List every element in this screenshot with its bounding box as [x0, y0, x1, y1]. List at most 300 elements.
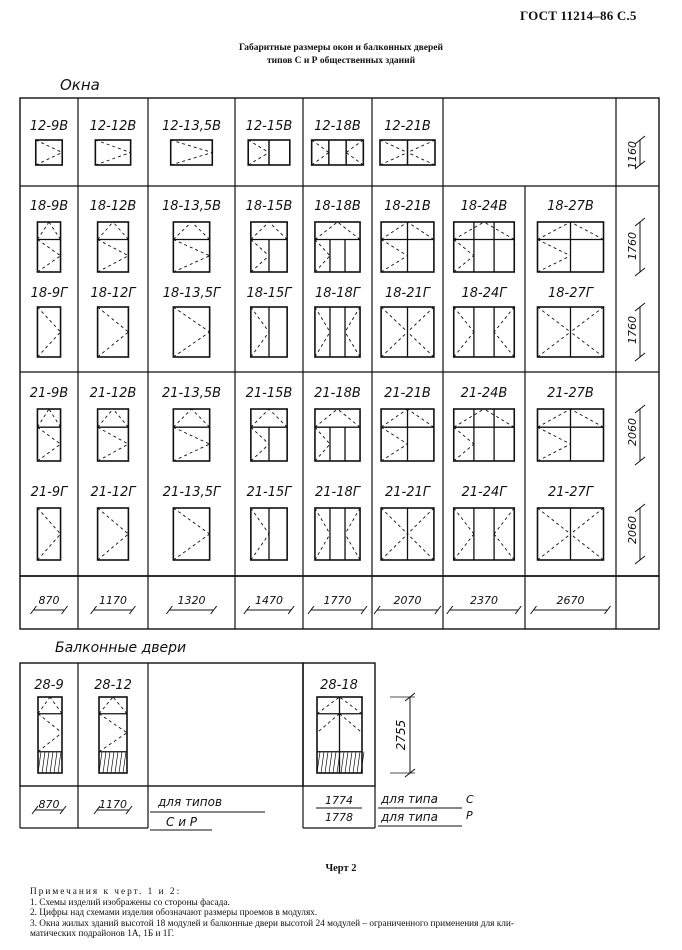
opening-line: [338, 222, 361, 240]
opening-line: [571, 534, 604, 560]
opening-line: [251, 240, 269, 256]
width-dimension: [308, 594, 367, 614]
hatch-line: [58, 752, 61, 773]
door-label: 28-12: [94, 678, 132, 693]
opening-line: [408, 153, 436, 166]
window-label: 18-24В: [460, 199, 508, 214]
hatch-line: [329, 752, 332, 773]
hatch-line: [357, 752, 360, 773]
window-label: 12-9В: [29, 119, 69, 134]
opening-line: [98, 409, 113, 427]
hatch-line: [321, 752, 324, 773]
window-frame: [98, 307, 129, 357]
opening-line: [49, 409, 61, 427]
window-glyph: [37, 307, 60, 357]
note-item: 3. Окна жилых зданий высотой 18 модулей и балконные двери высотой 24 модулей – ограниченного применения для кли-: [30, 918, 514, 929]
opening-line: [315, 307, 330, 332]
document-header: ГОСТ 11214–86 С.5: [520, 8, 637, 23]
window-label: 12-15В: [245, 119, 293, 134]
opening-line: [340, 714, 363, 733]
opening-line: [173, 222, 191, 240]
window-glyph: [381, 222, 434, 272]
window-label: 21-9Г: [30, 485, 68, 500]
opening-line: [50, 697, 62, 714]
hatch-line: [46, 752, 49, 773]
window-glyph: [315, 508, 360, 560]
opening-line: [98, 240, 129, 256]
opening-line: [38, 697, 50, 714]
window-glyph: [98, 409, 129, 461]
height-dimension-value: 2060: [626, 516, 639, 544]
width-dimension: [374, 594, 441, 614]
window-label: 21-24В: [460, 386, 508, 401]
opening-line: [381, 444, 407, 461]
windows-table-frame: [20, 98, 659, 576]
door-note-suffix-c: С: [466, 793, 474, 806]
window-glyph: [315, 409, 360, 461]
title-line-1: Габаритные размеры окон и балконных дверей: [238, 43, 444, 53]
opening-line: [381, 256, 407, 272]
window-label: 21-18Г: [314, 485, 361, 500]
hatch-line: [119, 752, 122, 773]
window-frame: [37, 409, 60, 461]
opening-line: [315, 534, 330, 560]
opening-line: [381, 222, 407, 240]
hatch-line: [42, 752, 45, 773]
door-width-dimension: [316, 794, 362, 824]
opening-line: [408, 307, 434, 332]
opening-line: [315, 256, 330, 272]
window-label: 18-13,5В: [161, 199, 222, 214]
opening-line: [315, 222, 338, 240]
hatch-line: [353, 752, 356, 773]
hatch-line: [50, 752, 53, 773]
opening-line: [315, 427, 330, 444]
window-frame: [98, 222, 129, 272]
opening-line: [538, 332, 571, 357]
width-dimension-value: 870: [38, 594, 60, 607]
window-glyph: [37, 222, 60, 272]
width-dimension: [244, 594, 294, 614]
window-label: 21-18В: [314, 386, 361, 401]
door-width-dimension: [32, 798, 66, 814]
opening-line: [95, 153, 130, 166]
window-frame: [454, 508, 515, 560]
window-glyph: [37, 508, 60, 560]
window-glyph: [173, 222, 209, 272]
window-label: 18-18В: [314, 199, 361, 214]
opening-line: [36, 140, 62, 153]
opening-line: [37, 332, 60, 357]
opening-line: [37, 409, 49, 427]
window-frame: [37, 307, 60, 357]
opening-line: [37, 444, 60, 461]
hatch-line: [349, 752, 352, 773]
width-dimension-value: 2070: [393, 594, 422, 607]
window-frame: [454, 222, 515, 272]
height-dimension-value: 1160: [626, 141, 639, 169]
opening-line: [251, 332, 269, 357]
opening-line: [173, 534, 209, 560]
opening-line: [113, 697, 127, 714]
window-frame: [36, 140, 62, 165]
opening-line: [571, 508, 604, 534]
opening-line: [381, 240, 407, 256]
door-note-suffix-r: Р: [466, 809, 473, 822]
opening-line: [408, 534, 434, 560]
door-glyph: [99, 697, 127, 773]
opening-line: [37, 508, 60, 534]
opening-line: [494, 508, 514, 534]
opening-line: [538, 444, 571, 461]
window-glyph: [454, 409, 515, 461]
opening-line: [538, 427, 571, 444]
door-label: 28-9: [34, 678, 64, 693]
door-width-value: 870: [38, 798, 60, 811]
opening-line: [36, 153, 62, 166]
window-label: 21-27В: [547, 386, 594, 401]
opening-line: [98, 332, 129, 357]
opening-line: [98, 444, 129, 461]
window-glyph: [538, 222, 604, 272]
hatch-line: [54, 752, 57, 773]
window-frame: [171, 140, 213, 165]
opening-line: [315, 508, 330, 534]
opening-line: [454, 307, 474, 332]
opening-line: [248, 140, 269, 153]
window-glyph: [538, 409, 604, 461]
opening-line: [454, 332, 474, 357]
opening-line: [408, 222, 434, 240]
window-row: [31, 485, 645, 564]
opening-line: [99, 697, 113, 714]
window-glyph: [173, 508, 209, 560]
opening-line: [173, 307, 209, 332]
opening-line: [95, 140, 130, 153]
window-glyph: [315, 222, 360, 272]
window-glyph: [251, 222, 287, 272]
window-label: 18-15В: [245, 199, 293, 214]
hatch-line: [103, 752, 106, 773]
opening-line: [408, 332, 434, 357]
opening-line: [381, 508, 407, 534]
window-label: 18-12Г: [90, 286, 136, 301]
window-frame: [315, 409, 360, 461]
height-dimension-value: 2060: [626, 418, 639, 446]
door-note-type-r: для типа: [381, 810, 438, 824]
width-dimension: [166, 594, 216, 614]
window-glyph: [171, 140, 213, 165]
opening-line: [454, 240, 474, 256]
window-glyph: [315, 307, 360, 357]
window-label: 21-21Г: [384, 485, 431, 500]
opening-line: [269, 222, 287, 240]
window-row: [30, 199, 645, 276]
window-label: 18-9Г: [30, 286, 68, 301]
window-frame: [95, 140, 130, 165]
opening-line: [312, 140, 329, 153]
opening-line: [381, 332, 407, 357]
window-label: 21-27Г: [547, 485, 594, 500]
hatch-line: [111, 752, 114, 773]
opening-line: [98, 222, 113, 240]
window-glyph: [538, 307, 604, 357]
window-label: 18-15Г: [246, 286, 292, 301]
opening-line: [113, 222, 128, 240]
window-glyph: [95, 140, 130, 165]
window-glyph: [312, 140, 364, 165]
opening-line: [38, 714, 62, 733]
opening-line: [173, 508, 209, 534]
opening-line: [312, 153, 329, 166]
notes-title: Примечания к черт. 1 и 2:: [30, 887, 182, 897]
window-glyph: [381, 307, 434, 357]
window-frame: [315, 508, 360, 560]
opening-line: [381, 307, 407, 332]
opening-line: [192, 222, 210, 240]
window-label: 21-9В: [29, 386, 69, 401]
opening-line: [454, 427, 474, 444]
opening-line: [408, 140, 436, 153]
window-frame: [315, 307, 360, 357]
hatch-line: [345, 752, 348, 773]
window-glyph: [173, 409, 209, 461]
opening-line: [251, 222, 269, 240]
window-label: 21-21В: [384, 386, 431, 401]
note-item: 2. Цифры над схемами изделия обозначают размеры проемов в модулях.: [30, 908, 318, 918]
window-label: 18-27Г: [547, 286, 594, 301]
hatch-line: [115, 752, 118, 773]
door-glyph: [317, 697, 364, 773]
opening-line: [454, 222, 484, 240]
opening-line: [346, 153, 363, 166]
window-glyph: [36, 140, 62, 165]
window-label: 21-15Г: [246, 485, 292, 500]
opening-line: [37, 534, 60, 560]
window-row: [30, 119, 645, 169]
window-label: 21-15В: [245, 386, 293, 401]
window-label: 12-18В: [314, 119, 361, 134]
window-frame: [173, 307, 209, 357]
opening-line: [345, 307, 360, 332]
opening-line: [315, 240, 330, 256]
note-item: 1. Схемы изделий изображены со стороны фасада.: [30, 897, 230, 908]
opening-line: [408, 508, 434, 534]
width-dimension-value: 1170: [99, 594, 127, 607]
opening-line: [381, 409, 407, 427]
window-label: 21-24Г: [461, 485, 507, 500]
width-dimension-value: 1470: [255, 594, 283, 607]
window-label: 21-13,5Г: [162, 485, 221, 500]
door-width-dimension: [94, 798, 132, 814]
width-dimension-value: 2670: [556, 594, 585, 607]
width-dimension: [531, 594, 611, 614]
opening-line: [98, 534, 129, 560]
opening-line: [454, 256, 474, 272]
window-glyph: [454, 307, 515, 357]
width-dimension-value: 2370: [470, 594, 498, 607]
opening-line: [571, 307, 604, 332]
window-glyph: [248, 140, 290, 165]
window-frame: [454, 307, 515, 357]
opening-line: [454, 508, 474, 534]
width-dimension-value: 1770: [323, 594, 352, 607]
window-frame: [98, 508, 129, 560]
opening-line: [571, 409, 604, 427]
window-label: 18-18Г: [314, 286, 361, 301]
window-label: 18-13,5Г: [162, 286, 221, 301]
opening-line: [248, 153, 269, 166]
opening-line: [484, 222, 514, 240]
opening-line: [37, 307, 60, 332]
window-label: 18-21В: [384, 199, 431, 214]
hatch-line: [333, 752, 336, 773]
opening-line: [538, 222, 571, 240]
opening-line: [37, 427, 60, 444]
height-dimension-value: 1760: [626, 316, 639, 344]
window-glyph: [538, 508, 604, 560]
window-glyph: [381, 508, 434, 560]
window-label: 12-13,5В: [161, 119, 222, 134]
opening-line: [98, 256, 129, 272]
opening-line: [315, 332, 330, 357]
width-dimension: [91, 594, 136, 614]
window-label: 21-12Г: [90, 485, 136, 500]
opening-line: [98, 307, 129, 332]
opening-line: [49, 222, 61, 240]
width-dimension: [447, 594, 522, 614]
opening-line: [38, 733, 62, 752]
opening-line: [494, 332, 514, 357]
opening-line: [484, 409, 514, 427]
window-frame: [454, 409, 515, 461]
window-glyph: [251, 508, 287, 560]
window-label: 21-12В: [89, 386, 137, 401]
opening-line: [345, 332, 360, 357]
windows-table: [20, 98, 659, 629]
opening-line: [192, 409, 210, 427]
opening-line: [345, 508, 360, 534]
opening-line: [346, 140, 363, 153]
opening-line: [251, 534, 269, 560]
hatch-line: [325, 752, 328, 773]
window-frame: [37, 222, 60, 272]
section-doors-heading: Балконные двери: [55, 640, 187, 656]
opening-line: [98, 508, 129, 534]
window-glyph: [98, 307, 129, 357]
window-frame: [173, 508, 209, 560]
window-label: 18-27В: [547, 199, 594, 214]
window-row: [30, 386, 645, 465]
height-dimension-value: 1760: [626, 232, 639, 260]
opening-line: [315, 409, 338, 427]
opening-line: [338, 409, 361, 427]
opening-line: [173, 444, 209, 461]
note-item: матических подрайонов 1А, 1Б и 1Г.: [30, 929, 175, 939]
figure-caption: Черт 2: [325, 863, 357, 874]
window-glyph: [251, 307, 287, 357]
hatch-line: [107, 752, 110, 773]
hatch-line: [341, 752, 344, 773]
opening-line: [454, 409, 484, 427]
opening-line: [345, 534, 360, 560]
opening-line: [538, 409, 571, 427]
section-windows-heading: Окна: [60, 76, 100, 94]
opening-line: [173, 240, 209, 256]
window-label: 12-12В: [89, 119, 137, 134]
opening-line: [173, 332, 209, 357]
opening-line: [251, 508, 269, 534]
opening-line: [538, 240, 571, 256]
width-dimension: [30, 594, 67, 614]
opening-line: [380, 153, 408, 166]
opening-line: [173, 256, 209, 272]
window-glyph: [454, 508, 515, 560]
opening-line: [494, 534, 514, 560]
title-line-2: типов С и Р общественных зданий: [266, 56, 416, 66]
window-label: 18-24Г: [461, 286, 507, 301]
opening-line: [381, 534, 407, 560]
window-glyph: [173, 307, 209, 357]
opening-line: [571, 332, 604, 357]
opening-line: [315, 444, 330, 461]
opening-line: [408, 409, 434, 427]
opening-line: [251, 307, 269, 332]
opening-line: [454, 534, 474, 560]
door-glyph: [38, 697, 62, 773]
door-width-value: 1774: [325, 794, 353, 807]
opening-line: [37, 222, 49, 240]
door-width-value: 1170: [99, 798, 127, 811]
window-row: [31, 286, 645, 361]
opening-line: [99, 714, 127, 733]
opening-line: [454, 444, 474, 461]
opening-line: [173, 409, 191, 427]
window-glyph: [381, 409, 434, 461]
door-note-types: для типов: [158, 795, 223, 809]
opening-line: [251, 444, 269, 461]
door-note-types-cr: С и Р: [166, 815, 198, 829]
opening-line: [37, 256, 60, 272]
window-frame: [173, 222, 209, 272]
opening-line: [113, 409, 128, 427]
window-glyph: [98, 508, 129, 560]
opening-line: [251, 409, 269, 427]
notes-block: [30, 887, 670, 940]
opening-line: [173, 427, 209, 444]
window-label: 18-12В: [89, 199, 137, 214]
window-label: 12-21В: [384, 119, 431, 134]
opening-line: [37, 240, 60, 256]
width-dimension-value: 1320: [177, 594, 206, 607]
window-glyph: [37, 409, 60, 461]
window-glyph: [380, 140, 435, 165]
door-note-type-c: для типа: [381, 792, 438, 806]
opening-line: [571, 222, 604, 240]
opening-line: [251, 427, 269, 444]
opening-line: [317, 714, 340, 733]
door-height-value: 2755: [394, 719, 408, 751]
doors-table: [20, 663, 474, 830]
window-glyph: [98, 222, 129, 272]
opening-line: [317, 697, 340, 714]
opening-line: [538, 508, 571, 534]
opening-line: [251, 256, 269, 272]
opening-line: [99, 733, 127, 752]
window-frame: [98, 409, 129, 461]
opening-line: [340, 697, 363, 714]
window-glyph: [454, 222, 515, 272]
